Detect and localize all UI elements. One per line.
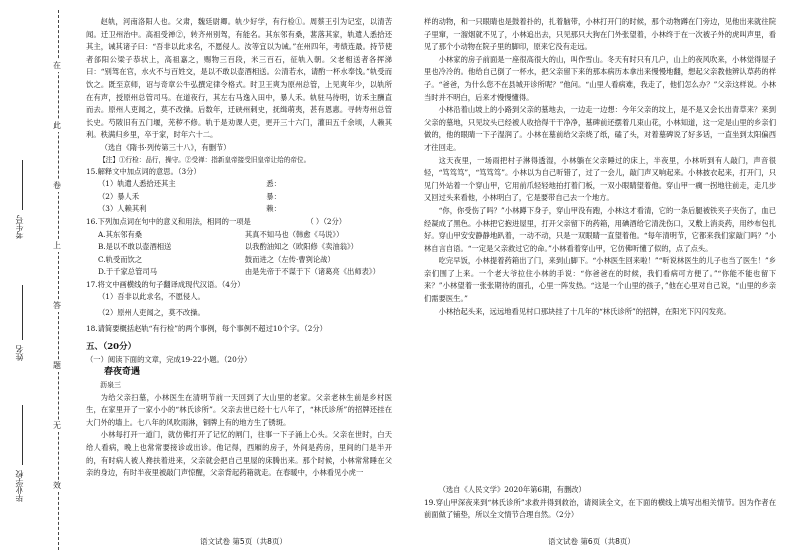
- q16-option: A.其东邻有桑 其真不知马也（韩愈《马说》）: [98, 229, 344, 239]
- binding-char: 答: [53, 301, 61, 310]
- exam-number-label: 考生号: [15, 215, 24, 239]
- story-source: （选自《人民文学》2020年第6期，有删改）: [438, 485, 586, 494]
- binding-char: 卷: [53, 181, 61, 190]
- q15-item: （3）人赖其利 赖：: [98, 204, 281, 214]
- story-paragraph: 小林家的房子前面是一座很高很大的山，叫作雪山。冬天有时只有几户，山上的夜风吹来，小林觉得屋子里也冷冷的。他给自己倒了一杯水，把父亲留下来的那本病历本拿出来慢慢地翻，想起父亲教他辨认草药的样子。“爸爸，为什么您不在县城开诊所呢？”他问。“山里人看病难，我走了，他们怎么办？”父亲这样说。小林当时并不明白，后来才慢慢懂得。: [424, 54, 776, 102]
- question-16: 16.下列加点词在句中的意义和用法，相同的一项是 （ ）（2分）: [86, 216, 347, 226]
- school-line: [22, 405, 23, 465]
- reading-instruction: （一）阅读下面的文章，完成19-22小题。（20分）: [86, 354, 252, 364]
- q16-option: B.是以不敢以壶酒相送 以我酌油知之（欧阳修《卖油翁》）: [98, 242, 358, 252]
- binding-char: 上: [53, 241, 61, 250]
- story-author: 沥泉三: [100, 381, 121, 390]
- story-paragraph: “你，你受伤了吗？”小林蹲下身子，穿山甲没有跑，小林这才看清，它的一条后腿被铁夹子夹伤了，血已经凝成了黑色。小林把它抱进屋里，打开父亲留下的药箱，用碘酒给它清洗伤口，又敷上消炎药，用纱布包扎好。穿山甲安安静静地趴着，一动不动，只是一双眼睛一直望着他。“每年清明节，它都来我们家敲门吗？”小林自言自语。“一定是父亲救过它的命。”小林看着穿山甲，它仿佛听懂了似的，点了点头。: [424, 205, 776, 253]
- binding-char: 此: [53, 121, 61, 130]
- question-17: 17.将文中画横线的句子翻译成现代汉语。（4分）: [86, 279, 245, 289]
- page-footer-left: 语文试卷 第5页（共8页）: [200, 537, 287, 546]
- question-18: 18.请简要概括赵轨“有行检”的两个事例，每个事例不超过10个字。（2分）: [86, 323, 327, 333]
- binding-dashed-line: [58, 10, 59, 550]
- story-paragraph: 小林每打开一道门，就仿佛打开了记忆的闸门，往事一下子涌上心头。父亲在世时，白天给人看病，晚上也常常要接诊或出诊。他记得，西厢的房子，外间是药房，里间的门是半开的，有时病人被人搀扶着进来，父亲就会把自己里屋的床腾出来。那个时候，小林常常睡在父亲的身边，有时半夜里被敲门声惊醒，父亲背起药箱就走。在春暖中，小林看见小虎一: [86, 430, 392, 478]
- binding-char: 无: [53, 421, 61, 430]
- q16-option: C.轨受而饮之 鼓而进之（左传·曹刿论战）: [98, 254, 335, 264]
- q17-item: （1）吾非以此求名，不愿侵人。: [98, 292, 205, 302]
- q16-option: D.于千家总管司马 由是先帝于不谋于下（诸葛亮《出师表》）: [98, 267, 380, 277]
- classical-passage: 赵轨，河南洛阳人也。父肃，魏廷尉卿。轨少好学，有行检①。周蔡王引为记室，以清苦闻。迁卫州治中。高祖受禅②，转齐州别驾，有能名。其东邻有桑，葚落其家，轨遣人悉拾还其主，诫其诸子曰：“吾非以此求名，不愿侵人。汝等宜以为诫。”在州四年，考绩连最。持节使者郃阳公梁子恭状上，高祖嘉之，赐物三百段，米三百石，征轨入朝。父老相送者各挥涕曰：“别驾在官，水火不与百姓交，是以不敢以壶酒相送。公清若水，请酌一杯水奉饯。”轨受而饮之。既至京师，诏与奇章公牛弘撰定律令格式。时卫王爽为原州总管，上见爽年少，以轨所在有声，授原州总管司马。在道夜行，其左右马逸入田中，暴人禾。轨驻马待明，访禾主酬直而去。原州人吏闻之，莫不改操。后数年，迁硖州刺史，抚缉萌夷，甚有恩惠。寻转寿州总管长史。芍陂旧有五门堰，芜秽不修。轨于是劝课人吏，更开三十六门，灌田五千余顷，人赖其利。秩满归乡里，卒于家，时年六十二。: [86, 17, 392, 140]
- right-column: [424, 16, 776, 522]
- name-line: [22, 285, 23, 340]
- q17-item: （2）原州人吏闻之，莫不改操。: [98, 308, 205, 318]
- binding-char: 在: [53, 61, 61, 70]
- q15-item: （1）轨遣人悉拾还其主 悉：: [98, 179, 281, 189]
- story-paragraph: 小林抬起头来，远远地看见村口那块挂了十几年的“林氏诊所”的招牌，在阳光下闪闪发亮。: [438, 306, 731, 316]
- name-label: 姓名: [15, 345, 24, 361]
- story-paragraph: 为给父亲扫墓，小林医生在清明节前一天回到了大山里的老家。父亲老林生前是乡村医生，在家里开了一家小小的“林氏诊所”。父亲去世已经十七八年了，“林氏诊所”的招牌还挂在大门外的墙上。七八年的风吹雨淋，铜牌上有的地方生了锈斑。: [86, 392, 392, 427]
- page-footer-right: 语文试卷 第6页（共8页）: [548, 537, 635, 546]
- story-continued: [424, 16, 776, 484]
- story-title: 春夜奇遇: [104, 367, 141, 378]
- binding-margin: [0, 0, 78, 560]
- question-15: 15.解释文中加点词的意思。（3分）: [86, 166, 201, 176]
- q15-item: （2）暴人禾 暴：: [98, 191, 281, 201]
- story-paragraph: 吃完早饭，小林提着药箱出了门，来到山脚下。“小林医生回来啦！”“听说林医生的儿子也当了医生！”乡亲们围了上来。一个老大爷拉住小林的手说：“你爸爸在的时候，我们看病可方便了。”“你能不能也留下来？”小林望着一张张期待的面孔，心里一阵发热。“这是一个山里的孩子，”他在心里对自己说，“山里的乡亲们需要医生。”: [424, 256, 776, 304]
- question-19: 19.穿山甲深夜来到“林氏诊所”求救并得到救治，请阅读全文，在下面的横线上填写出相关情节。因为作者在前面做了铺垫，所以全文情节合理自然。（2分）: [424, 497, 776, 520]
- school-label: 毕业学校: [15, 470, 24, 502]
- binding-char: 题: [53, 361, 61, 370]
- story-paragraph: 样的动物，和一只眼睛也是鼓着扑的，扎着脑带，小林打开门的时候，那个动物蹲在门旁边，见他出来就往院子里窜，一溜烟就不见了，小林追出去，只见那只大狗在门外张望着，小林终于在一次被子外的虎叫声里，看见了那个小动物在院子里的脚印，原来它没有走远。: [424, 17, 776, 52]
- binding-char: 效: [53, 481, 61, 490]
- story-paragraph: 小林沿着山坡上的小路到父亲的墓地去，一边走一边想：今年父亲的坟上，是不是又会长出青草来？来到父亲的墓地，只见坟头已经被人收拾得干干净净，墓碑前还摆着几束山花，小林知道，这一定是山里的乡亲们做的，他的眼睛一下子湿润了。小林在墓前给父亲烧了纸，磕了头，对着墓碑说了好多话，一直坐到太阳偏西才往回走。: [424, 105, 776, 152]
- section-5-heading: 五、（20分）: [86, 342, 137, 353]
- left-column: [86, 16, 392, 479]
- passage-notes: 【注】①行检：品行，操守。②受禅：指新皇帝接受旧皇帝让给的帝位。: [99, 155, 311, 164]
- story-paragraph: 这天夜里，一场雨把村子淋得透湿，小林躺在父亲睡过的床上，半夜里，小林听到有人敲门，声音很轻，“笃笃笃”，“笃笃笃”。小林以为自己听错了，过了一会儿，敲门声又响起来。小林披衣起来，打开门，只见门外站着一个穿山甲，它用前爪轻轻地拍打着门板，一双小眼睛望着他。穿山甲一瘸一拐地往前走，走几步又回过头来看他，小林明白了，它是要带自己去一个地方。: [424, 155, 776, 203]
- exam-number-line: [22, 160, 23, 210]
- passage-source: （选自《隋书·列传第三十八》，有删节）: [100, 142, 231, 152]
